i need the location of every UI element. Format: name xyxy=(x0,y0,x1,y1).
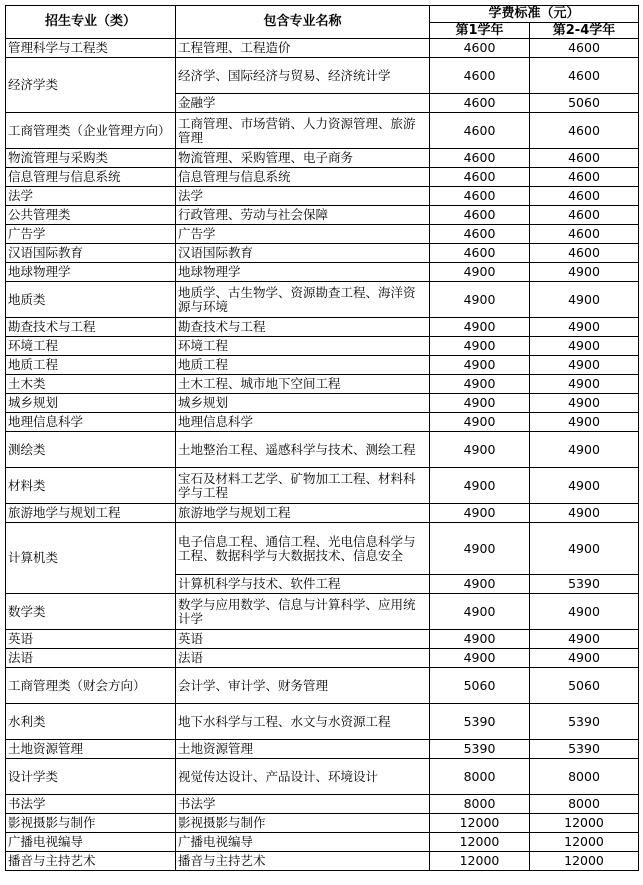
year2-4-fee-cell: 4900 xyxy=(530,337,639,356)
table-row xyxy=(6,337,639,356)
category-cell: 英语 xyxy=(6,630,176,649)
year2-4-fee-cell: 4900 xyxy=(530,630,639,649)
majors-cell: 地质工程 xyxy=(176,356,430,375)
year2-4-fee-cell: 4900 xyxy=(530,282,639,318)
category-cell: 工商管理类（财会方向） xyxy=(6,668,176,704)
category-cell: 广播电视编导 xyxy=(6,833,176,852)
table-row xyxy=(6,394,639,413)
majors-cell: 汉语国际教育 xyxy=(176,244,430,263)
majors-cell: 书法学 xyxy=(176,795,430,814)
year2-4-fee-cell: 8000 xyxy=(530,759,639,795)
year1-fee-cell: 4600 xyxy=(430,168,530,187)
year1-fee-cell: 5390 xyxy=(430,704,530,740)
majors-cell: 土地整治工程、遥感科学与技术、测绘工程 xyxy=(176,432,430,468)
category-cell: 测绘类 xyxy=(6,432,176,468)
majors-cell: 旅游地学与规划工程 xyxy=(176,504,430,523)
majors-cell: 影视摄影与制作 xyxy=(176,814,430,833)
category-cell: 土木类 xyxy=(6,375,176,394)
majors-cell: 土木工程、城市地下空间工程 xyxy=(176,375,430,394)
year1-fee-cell: 4600 xyxy=(430,149,530,168)
majors-cell: 城乡规划 xyxy=(176,394,430,413)
category-cell: 广告学 xyxy=(6,225,176,244)
majors-cell: 地下水科学与工程、水文与水资源工程 xyxy=(176,704,430,740)
year2-4-fee-cell: 4900 xyxy=(530,432,639,468)
category-cell: 工商管理类（企业管理方向） xyxy=(6,113,176,149)
year1-fee-cell: 4900 xyxy=(430,318,530,337)
year2-4-fee-cell: 4600 xyxy=(530,187,639,206)
year2-4-fee-cell: 4600 xyxy=(530,58,639,94)
year2-4-fee-cell: 5390 xyxy=(530,704,639,740)
majors-cell: 信息管理与信息系统 xyxy=(176,168,430,187)
year2-4-fee-cell: 4900 xyxy=(530,356,639,375)
category-cell: 物流管理与采购类 xyxy=(6,149,176,168)
year1-fee-cell: 4900 xyxy=(430,413,530,432)
category-cell: 公共管理类 xyxy=(6,206,176,225)
year1-fee-cell: 4900 xyxy=(430,523,530,575)
category-cell: 旅游地学与规划工程 xyxy=(6,504,176,523)
majors-cell: 广播电视编导 xyxy=(176,833,430,852)
category-cell: 水利类 xyxy=(6,704,176,740)
table-row xyxy=(6,244,639,263)
year2-4-fee-cell: 4600 xyxy=(530,113,639,149)
table-row xyxy=(6,740,639,759)
year1-fee-cell: 12000 xyxy=(430,852,530,871)
header-year2-4: 第2-4学年 xyxy=(530,23,639,39)
table-row xyxy=(6,356,639,375)
category-cell: 土地资源管理 xyxy=(6,740,176,759)
header-year1: 第1学年 xyxy=(430,23,530,39)
year2-4-fee-cell: 5390 xyxy=(530,575,639,594)
category-cell: 地理信息科学 xyxy=(6,413,176,432)
category-cell: 管理科学与工程类 xyxy=(6,39,176,58)
table-row xyxy=(6,187,639,206)
table-row xyxy=(6,375,639,394)
tuition-fee-table xyxy=(5,5,639,871)
majors-cell: 勘查技术与工程 xyxy=(176,318,430,337)
table-row xyxy=(6,149,639,168)
category-cell: 材料类 xyxy=(6,468,176,504)
year2-4-fee-cell: 5060 xyxy=(530,94,639,113)
year2-4-fee-cell: 4900 xyxy=(530,394,639,413)
majors-cell: 法学 xyxy=(176,187,430,206)
year1-fee-cell: 5060 xyxy=(430,668,530,704)
category-cell: 经济学类 xyxy=(6,58,176,113)
category-cell: 法语 xyxy=(6,649,176,668)
category-cell: 信息管理与信息系统 xyxy=(6,168,176,187)
category-cell: 汉语国际教育 xyxy=(6,244,176,263)
year1-fee-cell: 4900 xyxy=(430,356,530,375)
year2-4-fee-cell: 4900 xyxy=(530,375,639,394)
year1-fee-cell: 4900 xyxy=(430,594,530,630)
year2-4-fee-cell: 4600 xyxy=(530,149,639,168)
year1-fee-cell: 4900 xyxy=(430,432,530,468)
majors-cell: 广告学 xyxy=(176,225,430,244)
year2-4-fee-cell: 4900 xyxy=(530,318,639,337)
table-row xyxy=(6,523,639,575)
table-row xyxy=(6,795,639,814)
majors-cell: 地质学、古生物学、资源勘查工程、海洋资源与环境 xyxy=(176,282,430,318)
year2-4-fee-cell: 5390 xyxy=(530,740,639,759)
year1-fee-cell: 4900 xyxy=(430,337,530,356)
year2-4-fee-cell: 4900 xyxy=(530,504,639,523)
majors-cell: 英语 xyxy=(176,630,430,649)
year1-fee-cell: 4900 xyxy=(430,282,530,318)
table-row xyxy=(6,814,639,833)
table-row xyxy=(6,413,639,432)
category-cell: 影视摄影与制作 xyxy=(6,814,176,833)
category-cell: 环境工程 xyxy=(6,337,176,356)
year1-fee-cell: 4600 xyxy=(430,206,530,225)
category-cell: 城乡规划 xyxy=(6,394,176,413)
majors-cell: 工程管理、工程造价 xyxy=(176,39,430,58)
majors-cell: 计算机科学与技术、软件工程 xyxy=(176,575,430,594)
year1-fee-cell: 4600 xyxy=(430,225,530,244)
year1-fee-cell: 4600 xyxy=(430,39,530,58)
category-cell: 地质工程 xyxy=(6,356,176,375)
year2-4-fee-cell: 4600 xyxy=(530,225,639,244)
table-row xyxy=(6,704,639,740)
year1-fee-cell: 8000 xyxy=(430,759,530,795)
majors-cell: 环境工程 xyxy=(176,337,430,356)
majors-cell: 土地资源管理 xyxy=(176,740,430,759)
category-cell: 勘查技术与工程 xyxy=(6,318,176,337)
year2-4-fee-cell: 4900 xyxy=(530,649,639,668)
table-row xyxy=(6,39,639,58)
year1-fee-cell: 4900 xyxy=(430,504,530,523)
majors-cell: 播音与主持艺术 xyxy=(176,852,430,871)
majors-cell: 数学与应用数学、信息与计算科学、应用统计学 xyxy=(176,594,430,630)
year2-4-fee-cell: 4600 xyxy=(530,244,639,263)
table-body xyxy=(6,39,639,871)
year2-4-fee-cell: 12000 xyxy=(530,814,639,833)
year1-fee-cell: 4900 xyxy=(430,649,530,668)
year1-fee-cell: 12000 xyxy=(430,833,530,852)
table-row xyxy=(6,168,639,187)
majors-cell: 法语 xyxy=(176,649,430,668)
majors-cell: 物流管理、采购管理、电子商务 xyxy=(176,149,430,168)
category-cell: 书法学 xyxy=(6,795,176,814)
majors-cell: 经济学、国际经济与贸易、经济统计学 xyxy=(176,58,430,94)
table-row xyxy=(6,594,639,630)
year2-4-fee-cell: 4900 xyxy=(530,263,639,282)
category-cell: 地质类 xyxy=(6,282,176,318)
table-row xyxy=(6,263,639,282)
table-row xyxy=(6,630,639,649)
year2-4-fee-cell: 8000 xyxy=(530,795,639,814)
table-row xyxy=(6,225,639,244)
header-fee: 学费标准（元） xyxy=(430,6,639,23)
category-cell: 地球物理学 xyxy=(6,263,176,282)
table-row xyxy=(6,852,639,871)
year1-fee-cell: 4900 xyxy=(430,630,530,649)
table-row xyxy=(6,468,639,504)
table-row xyxy=(6,318,639,337)
category-cell: 法学 xyxy=(6,187,176,206)
majors-cell: 行政管理、劳动与社会保障 xyxy=(176,206,430,225)
category-cell: 计算机类 xyxy=(6,523,176,594)
year1-fee-cell: 5390 xyxy=(430,740,530,759)
year1-fee-cell: 4600 xyxy=(430,187,530,206)
year1-fee-cell: 8000 xyxy=(430,795,530,814)
majors-cell: 视觉传达设计、产品设计、环境设计 xyxy=(176,759,430,795)
year2-4-fee-cell: 4600 xyxy=(530,39,639,58)
majors-cell: 工商管理、市场营销、人力资源管理、旅游管理 xyxy=(176,113,430,149)
year2-4-fee-cell: 4600 xyxy=(530,206,639,225)
year1-fee-cell: 4900 xyxy=(430,375,530,394)
year1-fee-cell: 4600 xyxy=(430,58,530,94)
year1-fee-cell: 4600 xyxy=(430,94,530,113)
year2-4-fee-cell: 12000 xyxy=(530,833,639,852)
year1-fee-cell: 4900 xyxy=(430,263,530,282)
table-row xyxy=(6,432,639,468)
table-row xyxy=(6,759,639,795)
table-row xyxy=(6,58,639,94)
majors-cell: 会计学、审计学、财务管理 xyxy=(176,668,430,704)
table-row xyxy=(6,649,639,668)
year2-4-fee-cell: 4900 xyxy=(530,468,639,504)
table-row xyxy=(6,113,639,149)
year1-fee-cell: 4600 xyxy=(430,244,530,263)
year2-4-fee-cell: 4900 xyxy=(530,523,639,575)
category-cell: 播音与主持艺术 xyxy=(6,852,176,871)
majors-cell: 地理信息科学 xyxy=(176,413,430,432)
category-cell: 数学类 xyxy=(6,594,176,630)
year2-4-fee-cell: 4600 xyxy=(530,168,639,187)
table-row xyxy=(6,282,639,318)
table-row xyxy=(6,206,639,225)
majors-cell: 宝石及材料工艺学、矿物加工工程、材料科学与工程 xyxy=(176,468,430,504)
year2-4-fee-cell: 4900 xyxy=(530,413,639,432)
majors-cell: 金融学 xyxy=(176,94,430,113)
year2-4-fee-cell: 5060 xyxy=(530,668,639,704)
year2-4-fee-cell: 4900 xyxy=(530,594,639,630)
table-row xyxy=(6,833,639,852)
majors-cell: 电子信息工程、通信工程、光电信息科学与工程、数据科学与大数据技术、信息安全 xyxy=(176,523,430,575)
year1-fee-cell: 4900 xyxy=(430,394,530,413)
header-category: 招生专业（类） xyxy=(6,6,176,39)
year1-fee-cell: 4600 xyxy=(430,113,530,149)
table-row xyxy=(6,668,639,704)
table-row xyxy=(6,504,639,523)
header-majors: 包含专业名称 xyxy=(176,6,430,39)
year1-fee-cell: 12000 xyxy=(430,814,530,833)
year1-fee-cell: 4900 xyxy=(430,575,530,594)
year2-4-fee-cell: 12000 xyxy=(530,852,639,871)
majors-cell: 地球物理学 xyxy=(176,263,430,282)
category-cell: 设计学类 xyxy=(6,759,176,795)
year1-fee-cell: 4900 xyxy=(430,468,530,504)
